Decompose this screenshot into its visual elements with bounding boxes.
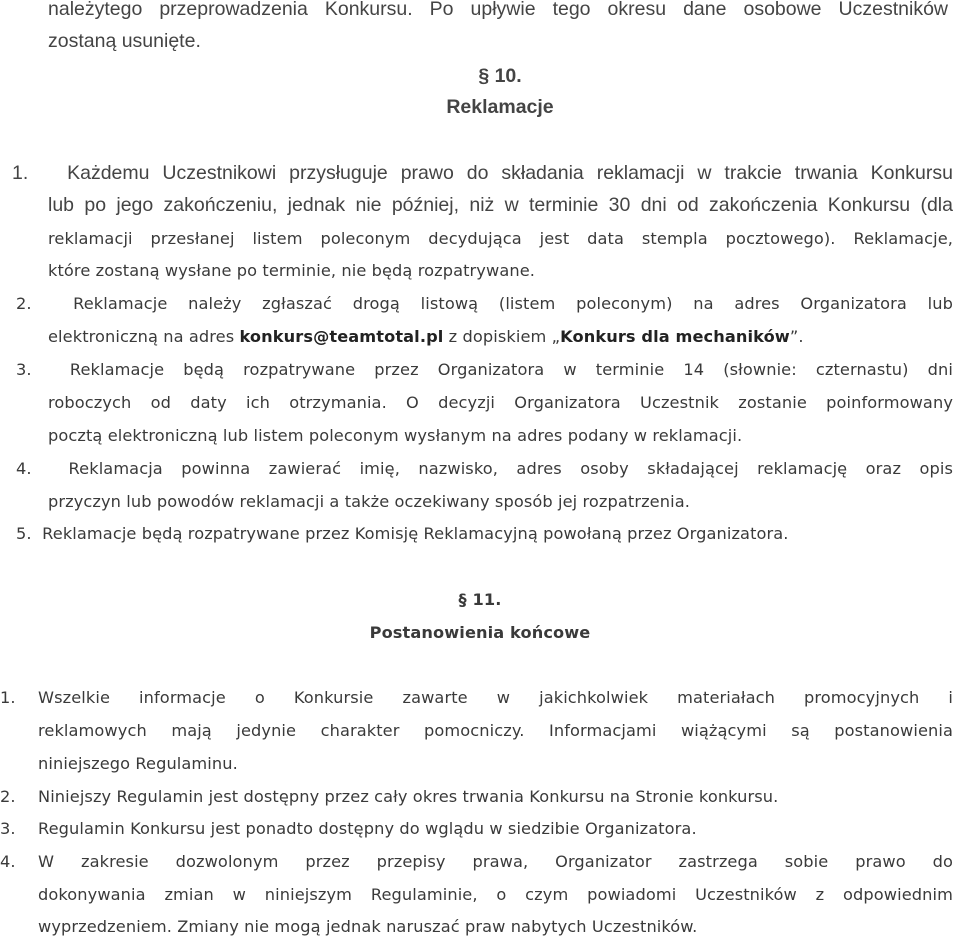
list-item — [12, 158, 953, 189]
list-item — [16, 288, 953, 319]
paragraph-line: które zostaną wysłane po terminie, nie będą rozpatrywane. — [48, 261, 536, 280]
paragraph-line: pocztą elektroniczną lub listem poleconym wysłanym na adres podany w reklamacji. — [48, 426, 743, 445]
list-item — [0, 813, 960, 844]
list-text: Niniejszy Regulamin jest dostępny przez cały okres trwania Konkursu na Stronie konkursu. — [38, 787, 779, 806]
paragraph-line: niniejszego Regulaminu. — [38, 754, 238, 773]
list-item — [0, 781, 960, 812]
section-title: Reklamacje — [446, 96, 554, 118]
list-text: W zakresie dozwolonym przez przepisy prawa, Organizator zastrzega sobie prawo do — [38, 852, 953, 871]
list-item — [0, 846, 953, 877]
paragraph-line — [48, 321, 960, 352]
list-number: 2. — [0, 787, 16, 806]
list-text: Reklamacje będą rozpatrywane przez Komisję Reklamacyjną powołaną przez Organizatora. — [42, 524, 789, 543]
paragraph-line: reklamowych mają jedynie charakter pomocniczy. Informacjami wiążącymi są postanowienia — [38, 721, 953, 740]
list-text: Reklamacje należy zgłaszać drogą listową (listem poleconym) na adres Organizatora lub — [73, 294, 953, 313]
contest-name: Konkurs dla mechaników — [560, 327, 790, 346]
email-address: konkurs@teamtotal.pl — [239, 327, 444, 346]
list-number: 1. — [12, 162, 29, 184]
list-number: 4. — [0, 852, 16, 871]
list-text: Reklamacja powinna zawierać imię, nazwisko, adres osoby składającej reklamację oraz opis — [68, 459, 953, 478]
list-text: reklamacji przesłanej listem poleconym decydująca jest data stempla pocztowego). — [48, 229, 836, 248]
list-item — [16, 518, 960, 549]
list-text: Reklamacje będą rozpatrywane przez Organizatora w terminie 14 (słownie: czternastu) dni — [69, 360, 953, 379]
paragraph-line: dokonywania zmian w niniejszym Regulaminie, o czym powiadomi Uczestników z odpowiednim — [38, 885, 953, 904]
list-item — [16, 354, 953, 385]
list-number: 4. — [16, 459, 32, 478]
list-number: 1. — [0, 688, 16, 707]
paragraph-line: zostaną usunięte. — [48, 30, 201, 52]
paragraph-line: wyprzedzeniem. Zmiany nie mogą jednak naruszać praw nabytych Uczestników. — [38, 917, 698, 936]
section-number: § 11. — [458, 590, 502, 609]
list-number: 3. — [16, 360, 32, 379]
list-text: Regulamin Konkursu jest ponadto dostępny do wglądu w siedzibie Organizatora. — [38, 819, 697, 838]
list-text: elektroniczną na adres — [48, 327, 235, 346]
paragraph-line: lub po jego zakończeniu, jednak nie później, niż w terminie 30 dni od zakończenia Konkursu (dla — [48, 194, 953, 216]
list-text: Każdemu Uczestnikowi przysługuje prawo do składania reklamacji w trakcie trwania Konkursu — [67, 162, 953, 184]
list-item — [16, 453, 953, 484]
list-text: Wszelkie informacje o Konkursie zawarte w jakichkolwiek materiałach promocyjnych i — [38, 688, 953, 707]
list-text: z dopiskiem „ — [448, 327, 561, 346]
list-number: 5. — [16, 524, 32, 543]
paragraph-line — [48, 223, 953, 254]
section-title: Postanowienia końcowe — [369, 623, 591, 642]
list-number: 2. — [16, 294, 32, 313]
list-item — [0, 682, 953, 713]
list-text: ”. — [789, 327, 804, 346]
list-number: 3. — [0, 819, 16, 838]
paragraph-line: roboczych od daty ich otrzymania. O decyzji Organizatora Uczestnik zostanie poinformowany — [48, 393, 953, 412]
paragraph-line: należytego przeprowadzenia Konkursu. Po upływie tego okresu dane osobowe Uczestników — [48, 0, 948, 20]
paragraph-line: przyczyn lub powodów reklamacji a także oczekiwany sposób jej rozpatrzenia. — [48, 492, 690, 511]
list-text: Reklamacje, — [853, 229, 954, 248]
section-number: § 10. — [478, 65, 522, 87]
